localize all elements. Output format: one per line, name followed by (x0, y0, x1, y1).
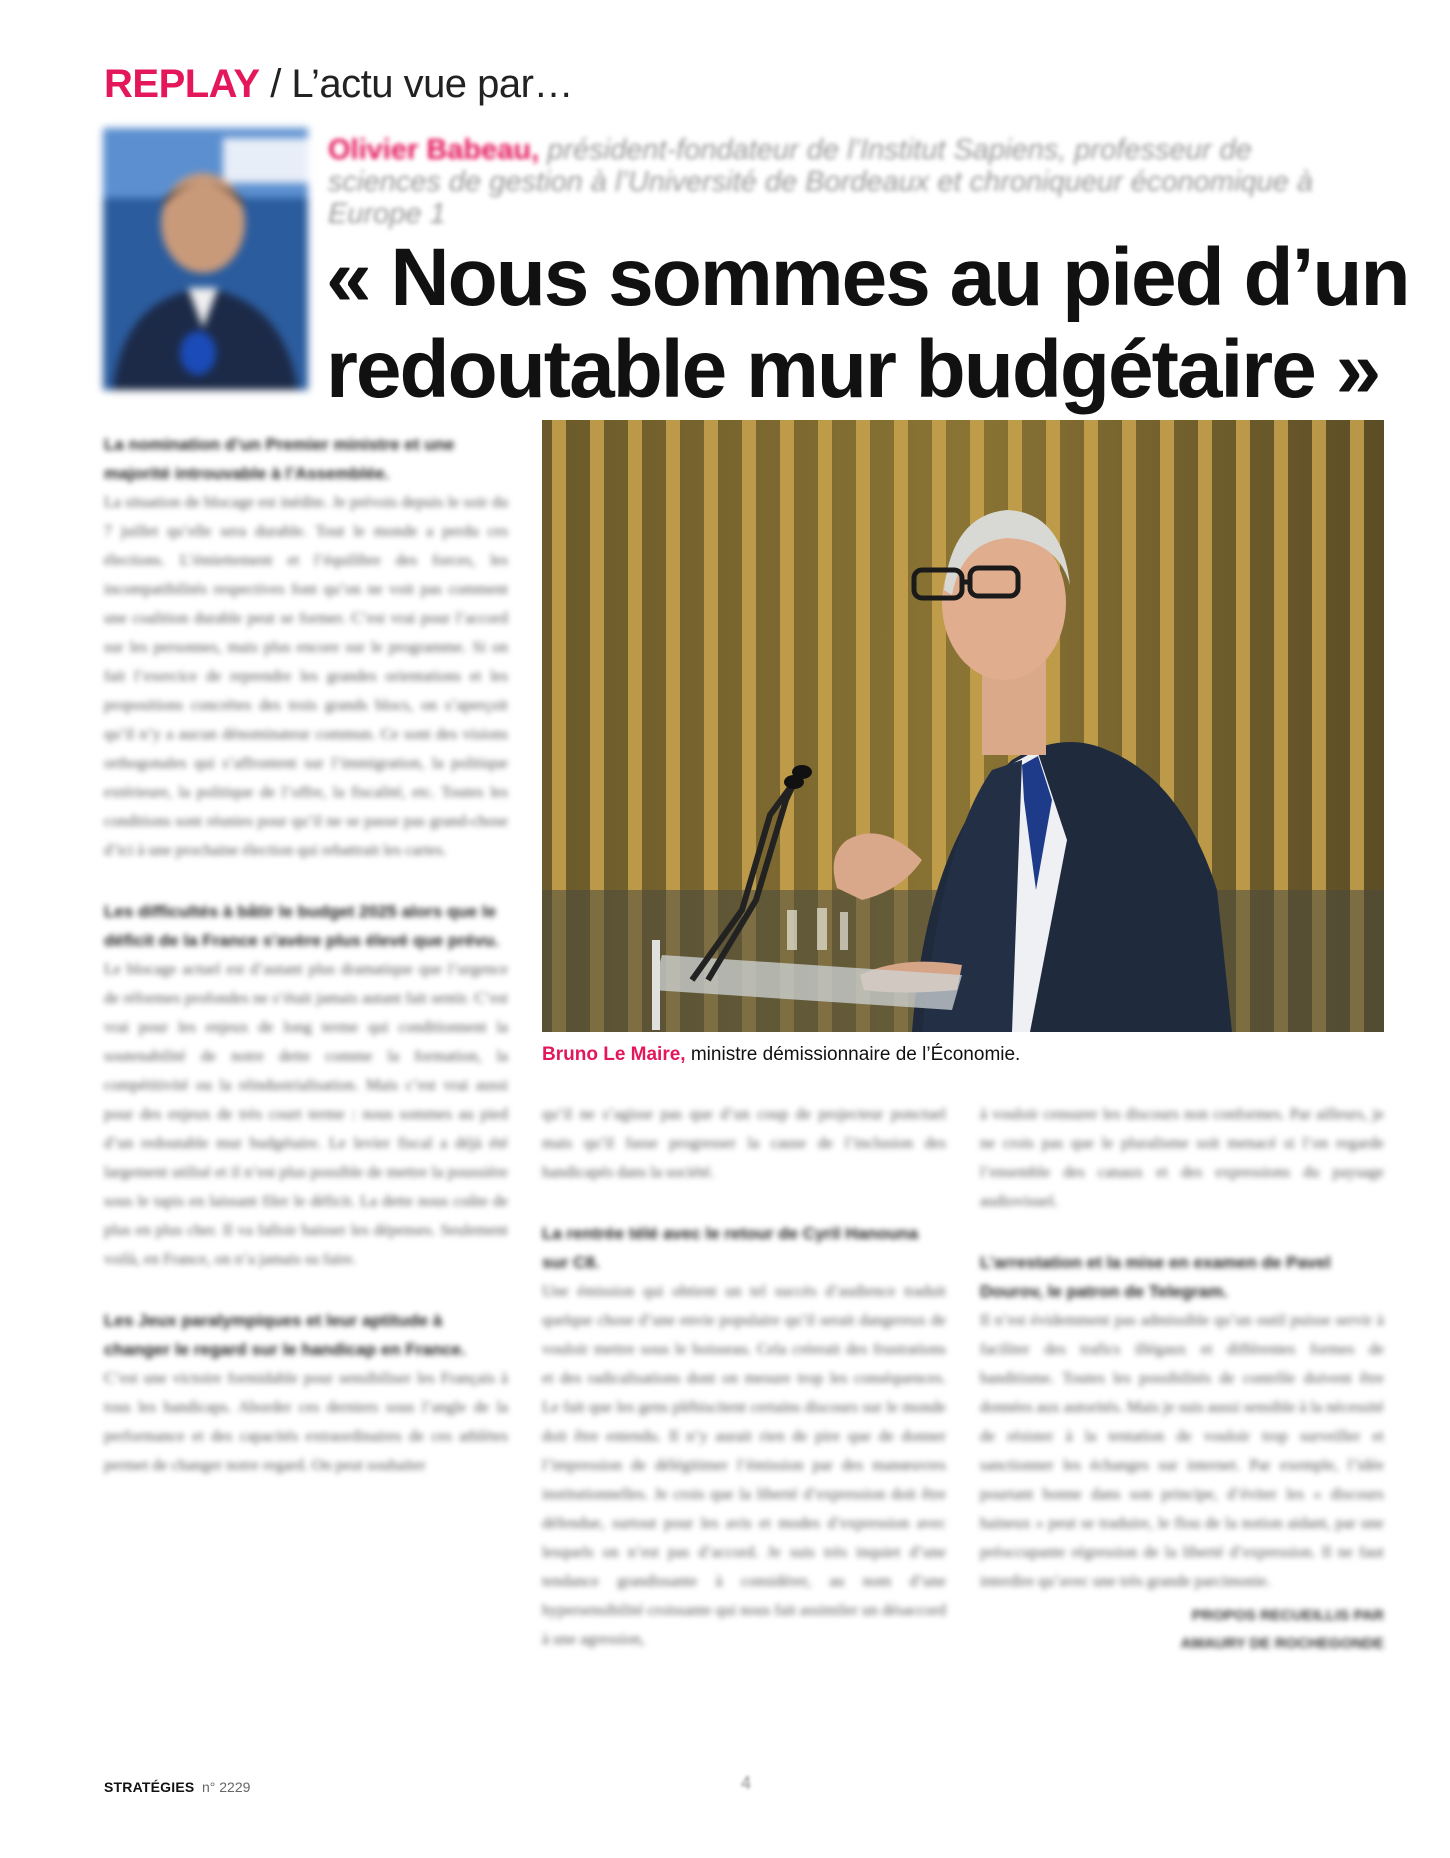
answer-5: Il n’est évidemment pas admissible qu’un outil puisse servir à faciliter des trafics illégaux et différentes formes de banditisme. Toutes les possibilités de contrôle doivent être données aux autorités. Mais je suis aussi sensible à la nécessité de résister à la tentation de vouloir trop surveiller et sanctionner les échanges sur internet. Par exemple, l’idée pourtant bonne dans son principe, d’éviter les « discours haineux » peut se traduire, le flou de la notion aidant, par une préoccupante régression de la liberté d’expression. Il ne faut interdire qu’avec une très grande parcimonie. (980, 1312, 1384, 1590)
article-column-3 (980, 1100, 1384, 1658)
kicker-replay: REPLAY (104, 62, 260, 106)
article-column-2 (542, 1100, 946, 1686)
page-number: 4 (741, 1773, 752, 1793)
author-byline (328, 134, 1358, 230)
photo-caption (542, 1044, 1020, 1066)
author-name: Olivier Babeau, (328, 134, 540, 166)
question-4: La rentrée télé avec le retour de Cyril Hanouna sur C8. (542, 1224, 919, 1272)
kicker-subtitle: / L’actu vue par… (259, 62, 573, 106)
answer-1: La situation de blocage est inédite. Je prévois depuis le soir du 7 juillet qu’elle sera durable. Tout le monde a perdu ces élections. L’émiettement et l’équilibre des forces, les incompatibilités respectives font qu’on ne voit pas comment une coalition durable peut se former. C’est vrai pour l’accord sur les personnes, mais plus encore sur le programme. Si on fait l’exercice de reprendre les grandes orientations et les propositions concrètes des trois grands blocs, on s’aperçoit qu’il n’y a aucun dénominateur commun. Ce sont des visions orthogonales qui s’affrontent sur l’immigration, la politique extérieure, la politique de l’offre, la fiscalité, etc. Toutes les conditions sont réunies pour qu’il ne se passe pas grand-chose d’ici à une prochaine élection qui rebattrait les cartes. (104, 494, 508, 859)
question-1: La nomination d’un Premier ministre et une majorité introuvable à l’Assemblée. (104, 435, 455, 483)
question-3: Les Jeux paralympiques et leur aptitude à changer le regard sur le handicap en France. (104, 1311, 466, 1359)
footer-brand: STRATÉGIES (104, 1779, 195, 1795)
answer-4-continued: à vouloir censurer les discours non conformes. Par ailleurs, je ne crois pas que le pluralisme soit menacé si l’on regarde l’ensemble des canaux et des expressions du paysage audiovisuel. (980, 1106, 1384, 1210)
article-column-1 (104, 430, 508, 1512)
answer-3-continued: qu’il ne s’agisse pas que d’un coup de projecteur ponctuel mais qu’il fasse progresser la cause de l’inclusion des handicapés dans la société. (542, 1106, 946, 1181)
caption-text: ministre démissionnaire de l’Économie. (685, 1044, 1021, 1065)
question-2: Les difficultés à bâtir le budget 2025 alors que le déficit de la France s’avère plus élevé que prévu. (104, 902, 499, 950)
caption-name: Bruno Le Maire, (542, 1044, 686, 1065)
answer-4: Une émission qui obtient un tel succès d’audience traduit quelque chose d’une envie populaire qu’il serait dangereux de vouloir mettre sous le boisseau. Cela créerait des frustrations et des radicalisations dont on mesure trop les conséquences. Le fait que les gens plébiscitent certains discours sur le monde doit être entendu. Il n’y aurait rien de pire que de donner l’impression de délégitimer l’émission par des manœuvres institutionnelles. Je crois que la liberté d’expression doit être défendue, surtout pour les avis et modes d’expression avec lesquels on n’est pas d’accord. Je suis très inquiet d’une tendance grandissante à considérer, au nom d’une hypersensibilité croissante qui nous fait assimiler un désaccord à une agression, (542, 1283, 946, 1648)
footer-issue-number: n° 2229 (202, 1779, 251, 1795)
section-kicker (104, 62, 573, 107)
answer-2: Le blocage actuel est d’autant plus dramatique que l’urgence de réformes profondes ne s’était jamais autant fait sentir. C’est vrai pour les enjeux de long terme qui conditionnent la soutenabilité de notre dette comme la formation, la compétitivité ou la réindustrialisation. Mais c’est vrai aussi pour des enjeux de très court terme : nous sommes au pied d’un redoutable mur budgétaire. Le levier fiscal a déjà été largement utilisé et il n’est plus possible de mettre la poussière sous le tapis en laissant filer le déficit. La dette nous coûte de plus en plus cher. Il va falloir baisser les dépenses. Seulement voilà, en France, on n’a jamais su faire. (104, 961, 508, 1268)
article-photo (542, 420, 1384, 1032)
author-description: président-fondateur de l’Institut Sapiens, professeur de sciences de gestion à l’Université de Bordeaux et chroniqueur économique à Europe 1 (328, 134, 1313, 230)
signature-line-1: PROPOS RECUEILLIS PAR (1191, 1607, 1384, 1624)
answer-3: C’est une victoire formidable pour sensibiliser les Français à tous les handicaps. Aborder ces derniers sous l’angle de la performance et des capacités extraordinaires de ces athlètes permet de changer notre regard. On peut souhaiter (104, 1370, 508, 1474)
headline: « Nous sommes au pied d’un redoutable mur budgétaire » (326, 232, 1409, 415)
signature-line-2: AMAURY DE ROCHEGONDE (1180, 1635, 1384, 1652)
question-5: L’arrestation et la mise en examen de Pavel Dourov, le patron de Telegram. (980, 1253, 1331, 1301)
author-portrait (103, 128, 308, 390)
